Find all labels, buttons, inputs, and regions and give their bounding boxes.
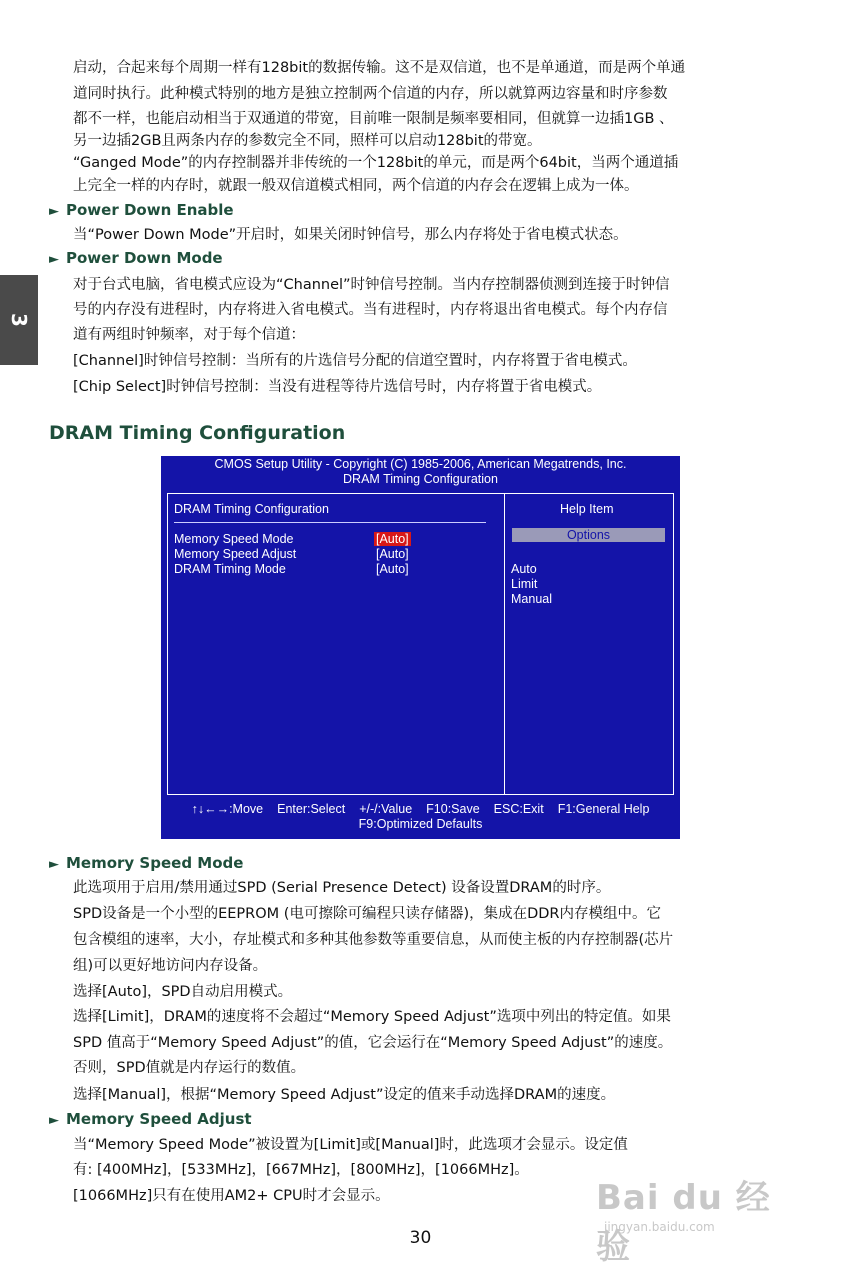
memory-speed-mode-line-7: SPD 值高于“Memory Speed Adjust”的值，它会运行在“Memory Speed Adjust”的速度。 (73, 1035, 673, 1051)
bios-value-memory-speed-mode[interactable] (374, 532, 411, 546)
memory-speed-mode-line-8: 否则，SPD值就是内存运行的数值。 (73, 1060, 306, 1076)
power-down-mode-line-1: 对于台式电脑，省电模式应设为“Channel”时钟信号控制。当内存控制器侦测到连接于时钟信 (73, 277, 670, 293)
footer-key-enter: Enter:Select (277, 802, 346, 816)
memory-speed-adjust-line-3: [1066MHz]只有在使用AM2+ CPU时才会显示。 (73, 1188, 390, 1204)
memory-speed-mode-line-5: 选择[Auto]，SPD自动启用模式。 (73, 984, 293, 1000)
memory-speed-adjust-line-2: 有: [400MHz]，[533MHz]，[667MHz]，[800MHz]，[1066MHz]。 (73, 1162, 529, 1178)
memory-speed-mode-line-6: 选择[Limit]，DRAM的速度将不会超过“Memory Speed Adjust”选项中列出的特定值。如果 (73, 1009, 671, 1025)
bios-item-dram-timing-mode[interactable]: DRAM Timing Mode (174, 562, 286, 576)
triangle-bullet-icon: ► (49, 857, 59, 872)
footer-key-value: +/-/:Value (359, 802, 413, 816)
triangle-bullet-icon: ► (49, 204, 59, 219)
intro-line-5: “Ganged Mode”的内存控制器并非传统的一个128bit的单元，而是两个64bit，当两个通道插 (73, 155, 679, 171)
heading-text: Memory Speed Adjust (66, 1110, 252, 1128)
heading-text: Power Down Enable (66, 201, 234, 219)
footer-key-exit: ESC:Exit (493, 802, 544, 816)
power-down-enable-line-1: 当“Power Down Mode”开启时，如果关闭时钟信号，那么内存将处于省电模式状态。 (73, 227, 628, 243)
bios-value-memory-speed-adjust[interactable]: [Auto] (376, 547, 409, 561)
bios-option-limit[interactable]: Limit (511, 577, 538, 591)
memory-speed-mode-line-1: 此选项用于启用/禁用通过SPD (Serial Presence Detect) 设备设置DRAM的时序。 (73, 880, 611, 896)
footer-key-save: F10:Save (426, 802, 480, 816)
bios-title-rule (174, 522, 486, 523)
heading-power-down-enable (49, 198, 234, 224)
heading-power-down-mode (49, 246, 223, 272)
bios-item-memory-speed-adjust[interactable]: Memory Speed Adjust (174, 547, 297, 561)
heading-text: Memory Speed Mode (66, 854, 244, 872)
intro-line-3: 都不一样，也能启动相当于双通道的带宽，目前唯一限制是频率要相同，但就算一边插1GB 、 (73, 111, 674, 127)
power-down-mode-line-4: [Channel]时钟信号控制：当所有的片选信号分配的信道空置时，内存将置于省电模式。 (73, 353, 637, 369)
selected-value[interactable]: [Auto] (376, 532, 409, 546)
intro-line-2: 道同时执行。此种模式特别的地方是独立控制两个信道的内存，所以就算两边容量和时序参数 (73, 86, 668, 102)
bios-header-line-1: CMOS Setup Utility - Copyright (C) 1985-2006, American Megatrends, Inc. (214, 457, 627, 471)
intro-line-6: 上完全一样的内存时，就跟一般双信道模式相同，两个信道的内存会在逻辑上成为一体。 (73, 178, 639, 194)
triangle-bullet-icon: ► (49, 252, 59, 267)
memory-speed-mode-line-4: 组)可以更好地访问内存设备。 (73, 958, 268, 974)
memory-speed-mode-line-9: 选择[Manual]，根据“Memory Speed Adjust”设定的值来手动选择DRAM的速度。 (73, 1087, 616, 1103)
triangle-bullet-icon: ► (49, 1113, 59, 1128)
memory-speed-mode-line-3: 包含模组的速率，大小，存址模式和多种其他参数等重要信息，从而使主板的内存控制器(芯片 (73, 932, 674, 948)
chapter-tab (0, 275, 38, 365)
chapter-number: 3 (6, 313, 31, 327)
watermark-logo: Bai du 经验 (596, 1178, 771, 1267)
bios-options-bar: Options (512, 528, 665, 542)
bios-divider (504, 493, 505, 795)
memory-speed-mode-line-2: SPD设备是一个小型的EEPROM (电可擦除可编程只读存储器)，集成在DDR内存模组中。它 (73, 906, 662, 922)
heading-memory-speed-adjust (49, 1107, 252, 1133)
bios-help-title: Help Item (560, 502, 614, 516)
bios-footer-keys (161, 802, 680, 816)
bios-option-auto[interactable]: Auto (511, 562, 537, 576)
power-down-mode-line-5: [Chip Select]时钟信号控制：当没有进程等待片选信号时，内存将置于省电模式。 (73, 379, 602, 395)
intro-line-4: 另一边插2GB且两条内存的参数完全不同，照样可以启动128bit的带宽。 (73, 133, 542, 149)
section-title: DRAM Timing Configuration (49, 422, 346, 444)
bios-screen (161, 456, 680, 839)
bios-item-memory-speed-mode[interactable]: Memory Speed Mode (174, 532, 294, 546)
footer-key-help: F1:General Help (557, 802, 650, 816)
bios-panel-title: DRAM Timing Configuration (174, 502, 329, 516)
heading-text: Power Down Mode (66, 249, 223, 267)
bios-header-line-2: DRAM Timing Configuration (343, 472, 498, 486)
power-down-mode-line-2: 号的内存没有进程时，内存将进入省电模式。当有进程时，内存将退出省电模式。每个内存信 (73, 302, 668, 318)
bios-value-dram-timing-mode[interactable]: [Auto] (376, 562, 409, 576)
memory-speed-adjust-line-1: 当“Memory Speed Mode”被设置为[Limit]或[Manual]时，此选项才会显示。设定值 (73, 1137, 628, 1153)
footer-key-move: ↑↓←→:Move (191, 802, 264, 816)
intro-line-1: 启动，合起来每个周期一样有128bit的数据传输。这不是双信道，也不是单通道，而是两个单通 (73, 60, 686, 76)
power-down-mode-line-3: 道有两组时钟频率，对于每个信道： (73, 327, 305, 343)
bios-footer-line-2: F9:Optimized Defaults (358, 817, 483, 831)
watermark-url: jingyan.baidu.com (604, 1220, 715, 1234)
heading-memory-speed-mode (49, 851, 243, 877)
page-number: 30 (409, 1228, 432, 1248)
bios-option-manual[interactable]: Manual (511, 592, 552, 606)
